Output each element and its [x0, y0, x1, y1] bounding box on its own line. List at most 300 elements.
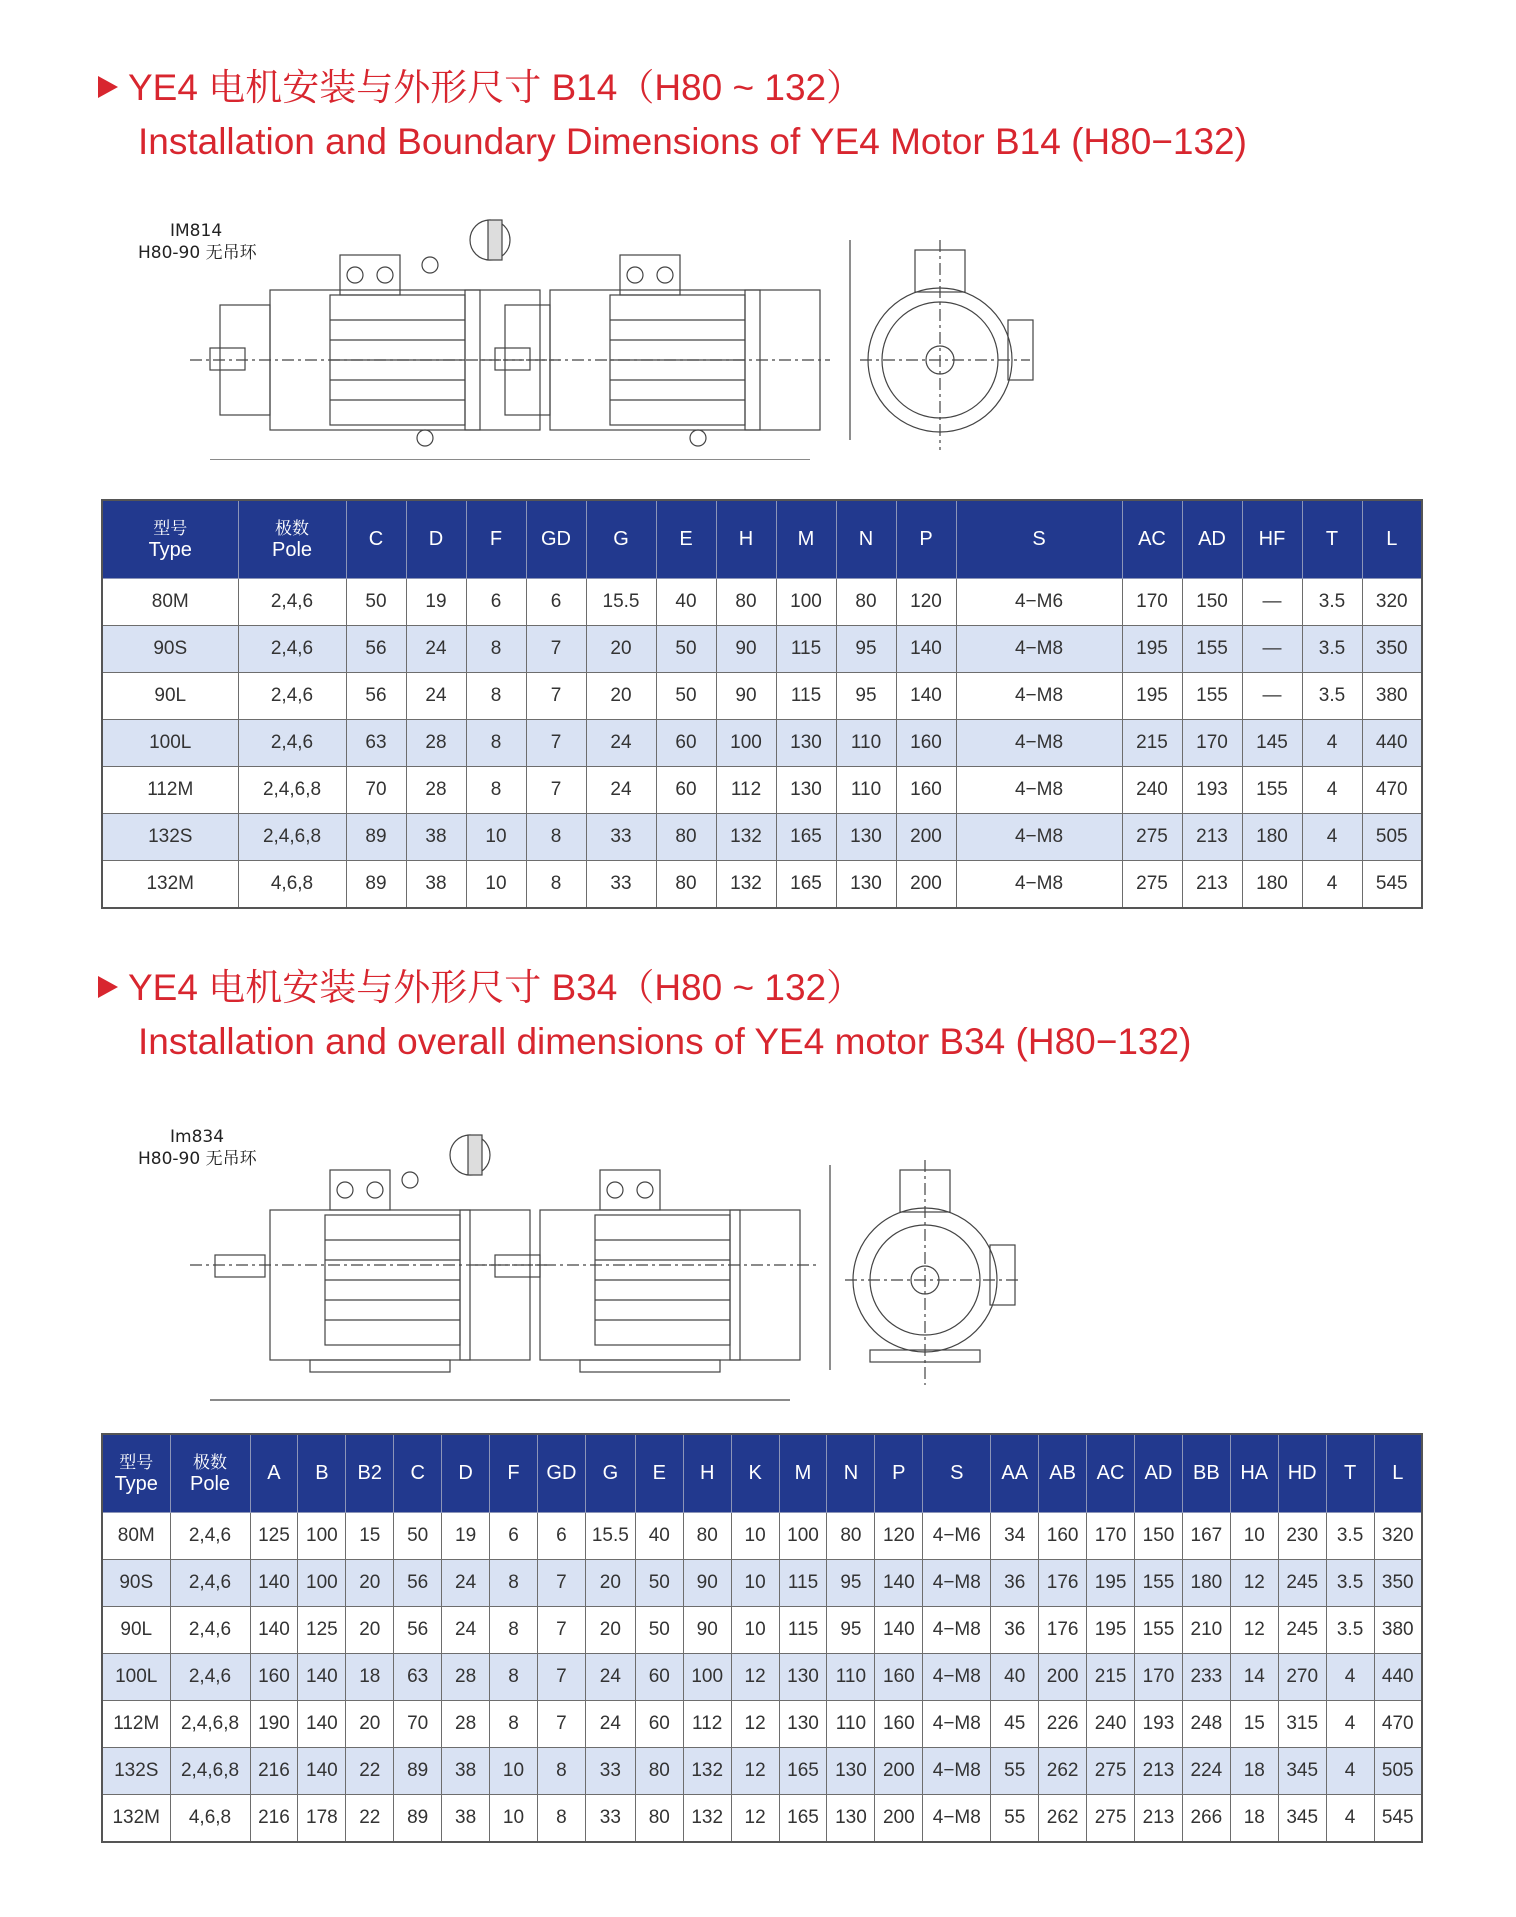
table-cell: 115 — [779, 1607, 827, 1654]
table-cell: 10 — [466, 861, 526, 909]
column-header — [896, 500, 956, 579]
b14-drawing-note-model: IM814 — [170, 221, 223, 241]
table-cell: 14 — [1230, 1654, 1278, 1701]
table-cell: 63 — [346, 720, 406, 767]
table-cell: 100 — [298, 1560, 346, 1607]
table-cell: 12 — [731, 1748, 779, 1795]
table-cell: 89 — [346, 861, 406, 909]
b34-motor-side-view-2 — [475, 1170, 820, 1400]
table-cell: 10 — [731, 1513, 779, 1560]
column-header-cn: 极数 — [193, 1452, 227, 1472]
table-cell: 80 — [716, 579, 776, 626]
table-cell: 130 — [836, 814, 896, 861]
table-cell: 80 — [635, 1795, 683, 1843]
table-cell: 33 — [585, 1748, 635, 1795]
table-cell: 4 — [1326, 1795, 1374, 1843]
table-cell: 132M — [102, 1795, 170, 1843]
table-row — [102, 1607, 1422, 1654]
table-cell: 130 — [836, 861, 896, 909]
table-cell: 36 — [991, 1560, 1039, 1607]
table-cell: 130 — [779, 1701, 827, 1748]
table-cell: 60 — [656, 720, 716, 767]
table-cell: 7 — [526, 767, 586, 814]
column-header — [779, 1434, 827, 1513]
table-cell: 8 — [537, 1748, 585, 1795]
table-cell: 4−M8 — [956, 626, 1122, 673]
triangle-bullet-icon — [98, 976, 118, 998]
table-cell: 380 — [1362, 673, 1422, 720]
table-cell: 155 — [1242, 767, 1302, 814]
table-row — [102, 1654, 1422, 1701]
table-cell: 60 — [635, 1654, 683, 1701]
table-row — [102, 673, 1422, 720]
table-cell: 4−M8 — [956, 720, 1122, 767]
column-header-en: H — [738, 528, 754, 550]
column-header-cn: 型号 — [153, 518, 188, 538]
table-cell: 545 — [1362, 861, 1422, 909]
table-cell: 19 — [442, 1513, 490, 1560]
table-cell: 2,4,6 — [170, 1513, 250, 1560]
column-header — [442, 1434, 490, 1513]
table-cell: 3.5 — [1302, 673, 1362, 720]
table-cell: 470 — [1362, 767, 1422, 814]
column-header-en: L — [1392, 1462, 1404, 1484]
table-cell: 262 — [1039, 1748, 1087, 1795]
column-header-en: B — [315, 1462, 329, 1484]
column-header — [466, 500, 526, 579]
table-cell: 20 — [346, 1701, 394, 1748]
column-header — [1087, 1434, 1135, 1513]
column-header-en: H — [699, 1462, 715, 1484]
table-cell: 56 — [394, 1560, 442, 1607]
table-cell: 190 — [250, 1701, 298, 1748]
table-cell: 200 — [875, 1748, 923, 1795]
column-header-en: D — [428, 528, 444, 550]
table-cell: 90L — [102, 1607, 170, 1654]
table-cell: 8 — [466, 767, 526, 814]
table-cell: 80 — [683, 1513, 731, 1560]
table-cell: 40 — [991, 1654, 1039, 1701]
table-cell: 170 — [1182, 720, 1242, 767]
table-cell: 170 — [1135, 1654, 1183, 1701]
table-cell: 130 — [827, 1795, 875, 1843]
table-row — [102, 861, 1422, 909]
table-cell: 170 — [1122, 579, 1182, 626]
shaft-key-detail — [470, 220, 510, 260]
table-cell: 230 — [1278, 1513, 1326, 1560]
column-header — [776, 500, 836, 579]
table-cell: 262 — [1039, 1795, 1087, 1843]
b34-drawing-note-model: Im834 — [170, 1127, 225, 1147]
table-cell: 2,4,6 — [238, 579, 346, 626]
table-row — [102, 626, 1422, 673]
column-header — [1278, 1434, 1326, 1513]
table-cell: 155 — [1135, 1560, 1183, 1607]
table-cell: 4 — [1326, 1654, 1374, 1701]
table-cell: 12 — [1230, 1560, 1278, 1607]
table-cell: 140 — [875, 1607, 923, 1654]
column-header-en: Pole — [271, 538, 313, 561]
table-cell: 100 — [298, 1513, 346, 1560]
table-cell: 8 — [490, 1560, 538, 1607]
table-cell: 8 — [526, 814, 586, 861]
table-cell: 40 — [656, 579, 716, 626]
column-header-en: B2 — [357, 1462, 382, 1484]
table-cell: 216 — [250, 1795, 298, 1843]
section2-title-cn: YE4 电机安装与外形尺寸 B34（H80 ~ 132） — [128, 967, 864, 1008]
table-cell: 130 — [779, 1654, 827, 1701]
table-cell: 15.5 — [585, 1513, 635, 1560]
column-header-en: HF — [1258, 528, 1286, 550]
table-cell: 8 — [490, 1701, 538, 1748]
table-cell: 210 — [1182, 1607, 1230, 1654]
table-cell: 180 — [1242, 814, 1302, 861]
table-cell: 145 — [1242, 720, 1302, 767]
table-cell: 200 — [896, 861, 956, 909]
table-cell: 8 — [490, 1654, 538, 1701]
column-header-en: AD — [1144, 1462, 1173, 1484]
table-cell: 193 — [1135, 1701, 1183, 1748]
table-cell: 38 — [442, 1748, 490, 1795]
table-cell: 4 — [1302, 861, 1362, 909]
table-cell: 7 — [526, 720, 586, 767]
column-header — [923, 1434, 991, 1513]
table-cell: 36 — [991, 1607, 1039, 1654]
column-header — [1230, 1434, 1278, 1513]
table-row — [102, 1701, 1422, 1748]
column-header — [656, 500, 716, 579]
b34-drawing-note-lifting: H80-90 无吊环 — [138, 1149, 257, 1169]
table-cell: 266 — [1182, 1795, 1230, 1843]
table-cell: 193 — [1182, 767, 1242, 814]
table-cell: 165 — [779, 1748, 827, 1795]
table-cell: 90 — [683, 1560, 731, 1607]
table-cell: 6 — [490, 1513, 538, 1560]
column-header — [526, 500, 586, 579]
table-cell: 470 — [1374, 1701, 1422, 1748]
table-cell: 216 — [250, 1748, 298, 1795]
table-cell: 4−M8 — [923, 1560, 991, 1607]
column-header — [1374, 1434, 1422, 1513]
table-cell: 10 — [731, 1560, 779, 1607]
column-header — [836, 500, 896, 579]
table-cell: 226 — [1039, 1701, 1087, 1748]
table-cell: 345 — [1278, 1748, 1326, 1795]
column-header — [731, 1434, 779, 1513]
table-cell: 20 — [346, 1607, 394, 1654]
table-cell: 45 — [991, 1701, 1039, 1748]
table-cell: 200 — [1039, 1654, 1087, 1701]
column-header-en: L — [1386, 528, 1398, 550]
column-header — [1122, 500, 1182, 579]
table-cell: 140 — [250, 1560, 298, 1607]
table-cell: 125 — [298, 1607, 346, 1654]
table-cell: 165 — [776, 861, 836, 909]
column-header-en: S — [950, 1462, 964, 1484]
table-cell: 95 — [827, 1560, 875, 1607]
table-cell: 165 — [776, 814, 836, 861]
column-header — [298, 1434, 346, 1513]
table-cell: 8 — [490, 1607, 538, 1654]
table-cell: 160 — [875, 1701, 923, 1748]
column-header — [956, 500, 1122, 579]
table-cell: 115 — [779, 1560, 827, 1607]
table-cell: 345 — [1278, 1795, 1326, 1843]
table-cell: 4−M8 — [956, 673, 1122, 720]
column-header-en: D — [458, 1462, 473, 1484]
column-header — [537, 1434, 585, 1513]
table-cell: 90S — [102, 626, 238, 673]
column-header-en: P — [892, 1462, 906, 1484]
column-header-en: C — [368, 528, 384, 550]
table-row — [102, 720, 1422, 767]
table-cell: 10 — [490, 1748, 538, 1795]
column-header-en: P — [919, 528, 933, 550]
table-cell: 80M — [102, 579, 238, 626]
table-cell: 180 — [1182, 1560, 1230, 1607]
table-cell: 33 — [586, 814, 656, 861]
table-cell: 132S — [102, 814, 238, 861]
table-cell: 34 — [991, 1513, 1039, 1560]
table-cell: 3.5 — [1302, 579, 1362, 626]
table-cell: 18 — [1230, 1748, 1278, 1795]
table-cell: 50 — [635, 1560, 683, 1607]
column-header — [490, 1434, 538, 1513]
table-cell: 275 — [1087, 1748, 1135, 1795]
column-header — [1302, 500, 1362, 579]
table-cell: 70 — [346, 767, 406, 814]
table-cell: 140 — [896, 673, 956, 720]
table-cell: 7 — [526, 673, 586, 720]
table-cell: 505 — [1374, 1748, 1422, 1795]
table-cell: 315 — [1278, 1701, 1326, 1748]
table-cell: 112M — [102, 1701, 170, 1748]
table-cell: 140 — [298, 1654, 346, 1701]
table-cell: 24 — [585, 1701, 635, 1748]
table-cell: 2,4,6,8 — [170, 1701, 250, 1748]
table-cell: 112 — [683, 1701, 731, 1748]
table-cell: 233 — [1182, 1654, 1230, 1701]
table-cell: 275 — [1122, 814, 1182, 861]
table-cell: 6 — [537, 1513, 585, 1560]
table-cell: 132S — [102, 1748, 170, 1795]
table-cell: 160 — [250, 1654, 298, 1701]
table-cell: 28 — [406, 767, 466, 814]
table-cell: 12 — [731, 1795, 779, 1843]
table-cell: 7 — [537, 1701, 585, 1748]
column-header-en: N — [843, 1462, 859, 1484]
b34-dimension-table — [101, 1433, 1423, 1843]
table-cell: 4,6,8 — [238, 861, 346, 909]
table-cell: 200 — [875, 1795, 923, 1843]
table-cell: 38 — [406, 861, 466, 909]
table-cell: 140 — [250, 1607, 298, 1654]
table-cell: 545 — [1374, 1795, 1422, 1843]
table-row — [102, 579, 1422, 626]
column-header-en: F — [507, 1462, 520, 1484]
table-cell: 19 — [406, 579, 466, 626]
table-row — [102, 1560, 1422, 1607]
table-cell: 10 — [490, 1795, 538, 1843]
column-header-en: E — [679, 528, 693, 550]
column-header-cn: 极数 — [275, 518, 309, 538]
column-header — [1182, 1434, 1230, 1513]
table-cell: 24 — [586, 720, 656, 767]
table-cell: 380 — [1374, 1607, 1422, 1654]
table-cell: 89 — [394, 1748, 442, 1795]
table-cell: — — [1242, 626, 1302, 673]
table-cell: 4,6,8 — [170, 1795, 250, 1843]
table-cell: 245 — [1278, 1560, 1326, 1607]
table-cell: 350 — [1374, 1560, 1422, 1607]
table-cell: 125 — [250, 1513, 298, 1560]
table-cell: 28 — [406, 720, 466, 767]
table-cell: 24 — [442, 1607, 490, 1654]
table-cell: 80 — [656, 814, 716, 861]
table-cell: 4−M8 — [956, 767, 1122, 814]
table-cell: 12 — [731, 1701, 779, 1748]
table-cell: 160 — [1039, 1513, 1087, 1560]
table-cell: 180 — [1242, 861, 1302, 909]
table-row — [102, 767, 1422, 814]
table-cell: 24 — [442, 1560, 490, 1607]
table-cell: 6 — [466, 579, 526, 626]
table-cell: 213 — [1135, 1795, 1183, 1843]
column-header-en: AA — [1001, 1462, 1029, 1484]
table-cell: 50 — [346, 579, 406, 626]
table-cell: 80M — [102, 1513, 170, 1560]
column-header-en: BB — [1193, 1462, 1220, 1484]
table-cell: 130 — [776, 720, 836, 767]
section2-heading — [98, 966, 1191, 1064]
table-cell: 112 — [716, 767, 776, 814]
table-cell: 195 — [1087, 1560, 1135, 1607]
table-cell: 3.5 — [1326, 1607, 1374, 1654]
table-cell: 140 — [875, 1560, 923, 1607]
table-row — [102, 1795, 1422, 1843]
table-cell: 132 — [683, 1795, 731, 1843]
b14-dimension-table — [101, 499, 1423, 909]
table-cell: 224 — [1182, 1748, 1230, 1795]
column-header-en: F — [489, 528, 503, 550]
column-header — [875, 1434, 923, 1513]
table-cell: 20 — [586, 673, 656, 720]
column-header-en: AB — [1049, 1462, 1076, 1484]
table-cell: 440 — [1374, 1654, 1422, 1701]
column-header — [683, 1434, 731, 1513]
table-cell: 240 — [1122, 767, 1182, 814]
table-cell: 200 — [896, 814, 956, 861]
b14-motor-drawings — [130, 210, 1070, 460]
column-header — [170, 1434, 250, 1513]
table-cell: 8 — [466, 626, 526, 673]
table-cell: 4−M8 — [923, 1795, 991, 1843]
table-cell: 80 — [635, 1748, 683, 1795]
table-cell: 18 — [1230, 1795, 1278, 1843]
table-cell: 90 — [716, 626, 776, 673]
table-cell: 275 — [1087, 1795, 1135, 1843]
table-cell: 245 — [1278, 1607, 1326, 1654]
table-cell: 90S — [102, 1560, 170, 1607]
table-cell: 4 — [1302, 720, 1362, 767]
table-cell: 2,4,6 — [238, 720, 346, 767]
table-cell: 100L — [102, 720, 238, 767]
table-cell: 90 — [683, 1607, 731, 1654]
table-cell: 56 — [394, 1607, 442, 1654]
column-header-en: K — [748, 1462, 762, 1484]
b34-motor-drawings — [130, 1115, 1050, 1405]
column-header — [102, 500, 238, 579]
section2-title-en: Installation and overall dimensions of YE4 motor B34 (H80−132) — [138, 1021, 1192, 1062]
table-cell: 112M — [102, 767, 238, 814]
table-cell: 7 — [537, 1654, 585, 1701]
table-cell: 2,4,6,8 — [170, 1748, 250, 1795]
column-header — [346, 1434, 394, 1513]
table-cell: 24 — [586, 767, 656, 814]
table-cell: 40 — [635, 1513, 683, 1560]
column-header-en: AC — [1096, 1462, 1125, 1484]
table-cell: 195 — [1122, 626, 1182, 673]
table-cell: 110 — [836, 767, 896, 814]
column-header — [406, 500, 466, 579]
table-cell: 4 — [1326, 1701, 1374, 1748]
table-cell: 15 — [346, 1513, 394, 1560]
table-cell: 160 — [896, 720, 956, 767]
column-header — [1326, 1434, 1374, 1513]
table-cell: 80 — [656, 861, 716, 909]
table-cell: 90L — [102, 673, 238, 720]
table-cell: 2,4,6 — [170, 1654, 250, 1701]
table-cell: 38 — [442, 1795, 490, 1843]
table-cell: 160 — [875, 1654, 923, 1701]
column-header — [1039, 1434, 1087, 1513]
column-header — [1135, 1434, 1183, 1513]
table-cell: 100 — [779, 1513, 827, 1560]
table-cell: 8 — [466, 720, 526, 767]
b14-motor-end-view — [850, 240, 1033, 450]
b34-motor-side-view-1 — [190, 1170, 550, 1400]
column-header-en: S — [1032, 528, 1046, 550]
table-cell: 150 — [1182, 579, 1242, 626]
table-cell: 115 — [776, 626, 836, 673]
table-cell: 115 — [776, 673, 836, 720]
table-cell: 176 — [1039, 1607, 1087, 1654]
table-cell: 155 — [1182, 626, 1242, 673]
table-cell: 90 — [716, 673, 776, 720]
table-cell: 20 — [346, 1560, 394, 1607]
column-header-en: M — [797, 528, 815, 550]
table-cell: 110 — [836, 720, 896, 767]
column-header — [635, 1434, 683, 1513]
table-cell: 50 — [656, 626, 716, 673]
column-header — [394, 1434, 442, 1513]
table-cell: 4−M8 — [923, 1607, 991, 1654]
table-row — [102, 1748, 1422, 1795]
column-header — [827, 1434, 875, 1513]
table-cell: 100 — [776, 579, 836, 626]
table-cell: 4−M8 — [923, 1654, 991, 1701]
table-cell: 240 — [1087, 1701, 1135, 1748]
table-cell: 60 — [656, 767, 716, 814]
column-header — [716, 500, 776, 579]
table-cell: 12 — [1230, 1607, 1278, 1654]
column-header-en: C — [410, 1462, 425, 1484]
table-cell: 165 — [779, 1795, 827, 1843]
column-header-en: HD — [1287, 1462, 1317, 1484]
table-cell: 63 — [394, 1654, 442, 1701]
table-cell: 4−M6 — [923, 1513, 991, 1560]
table-cell: 155 — [1135, 1607, 1183, 1654]
